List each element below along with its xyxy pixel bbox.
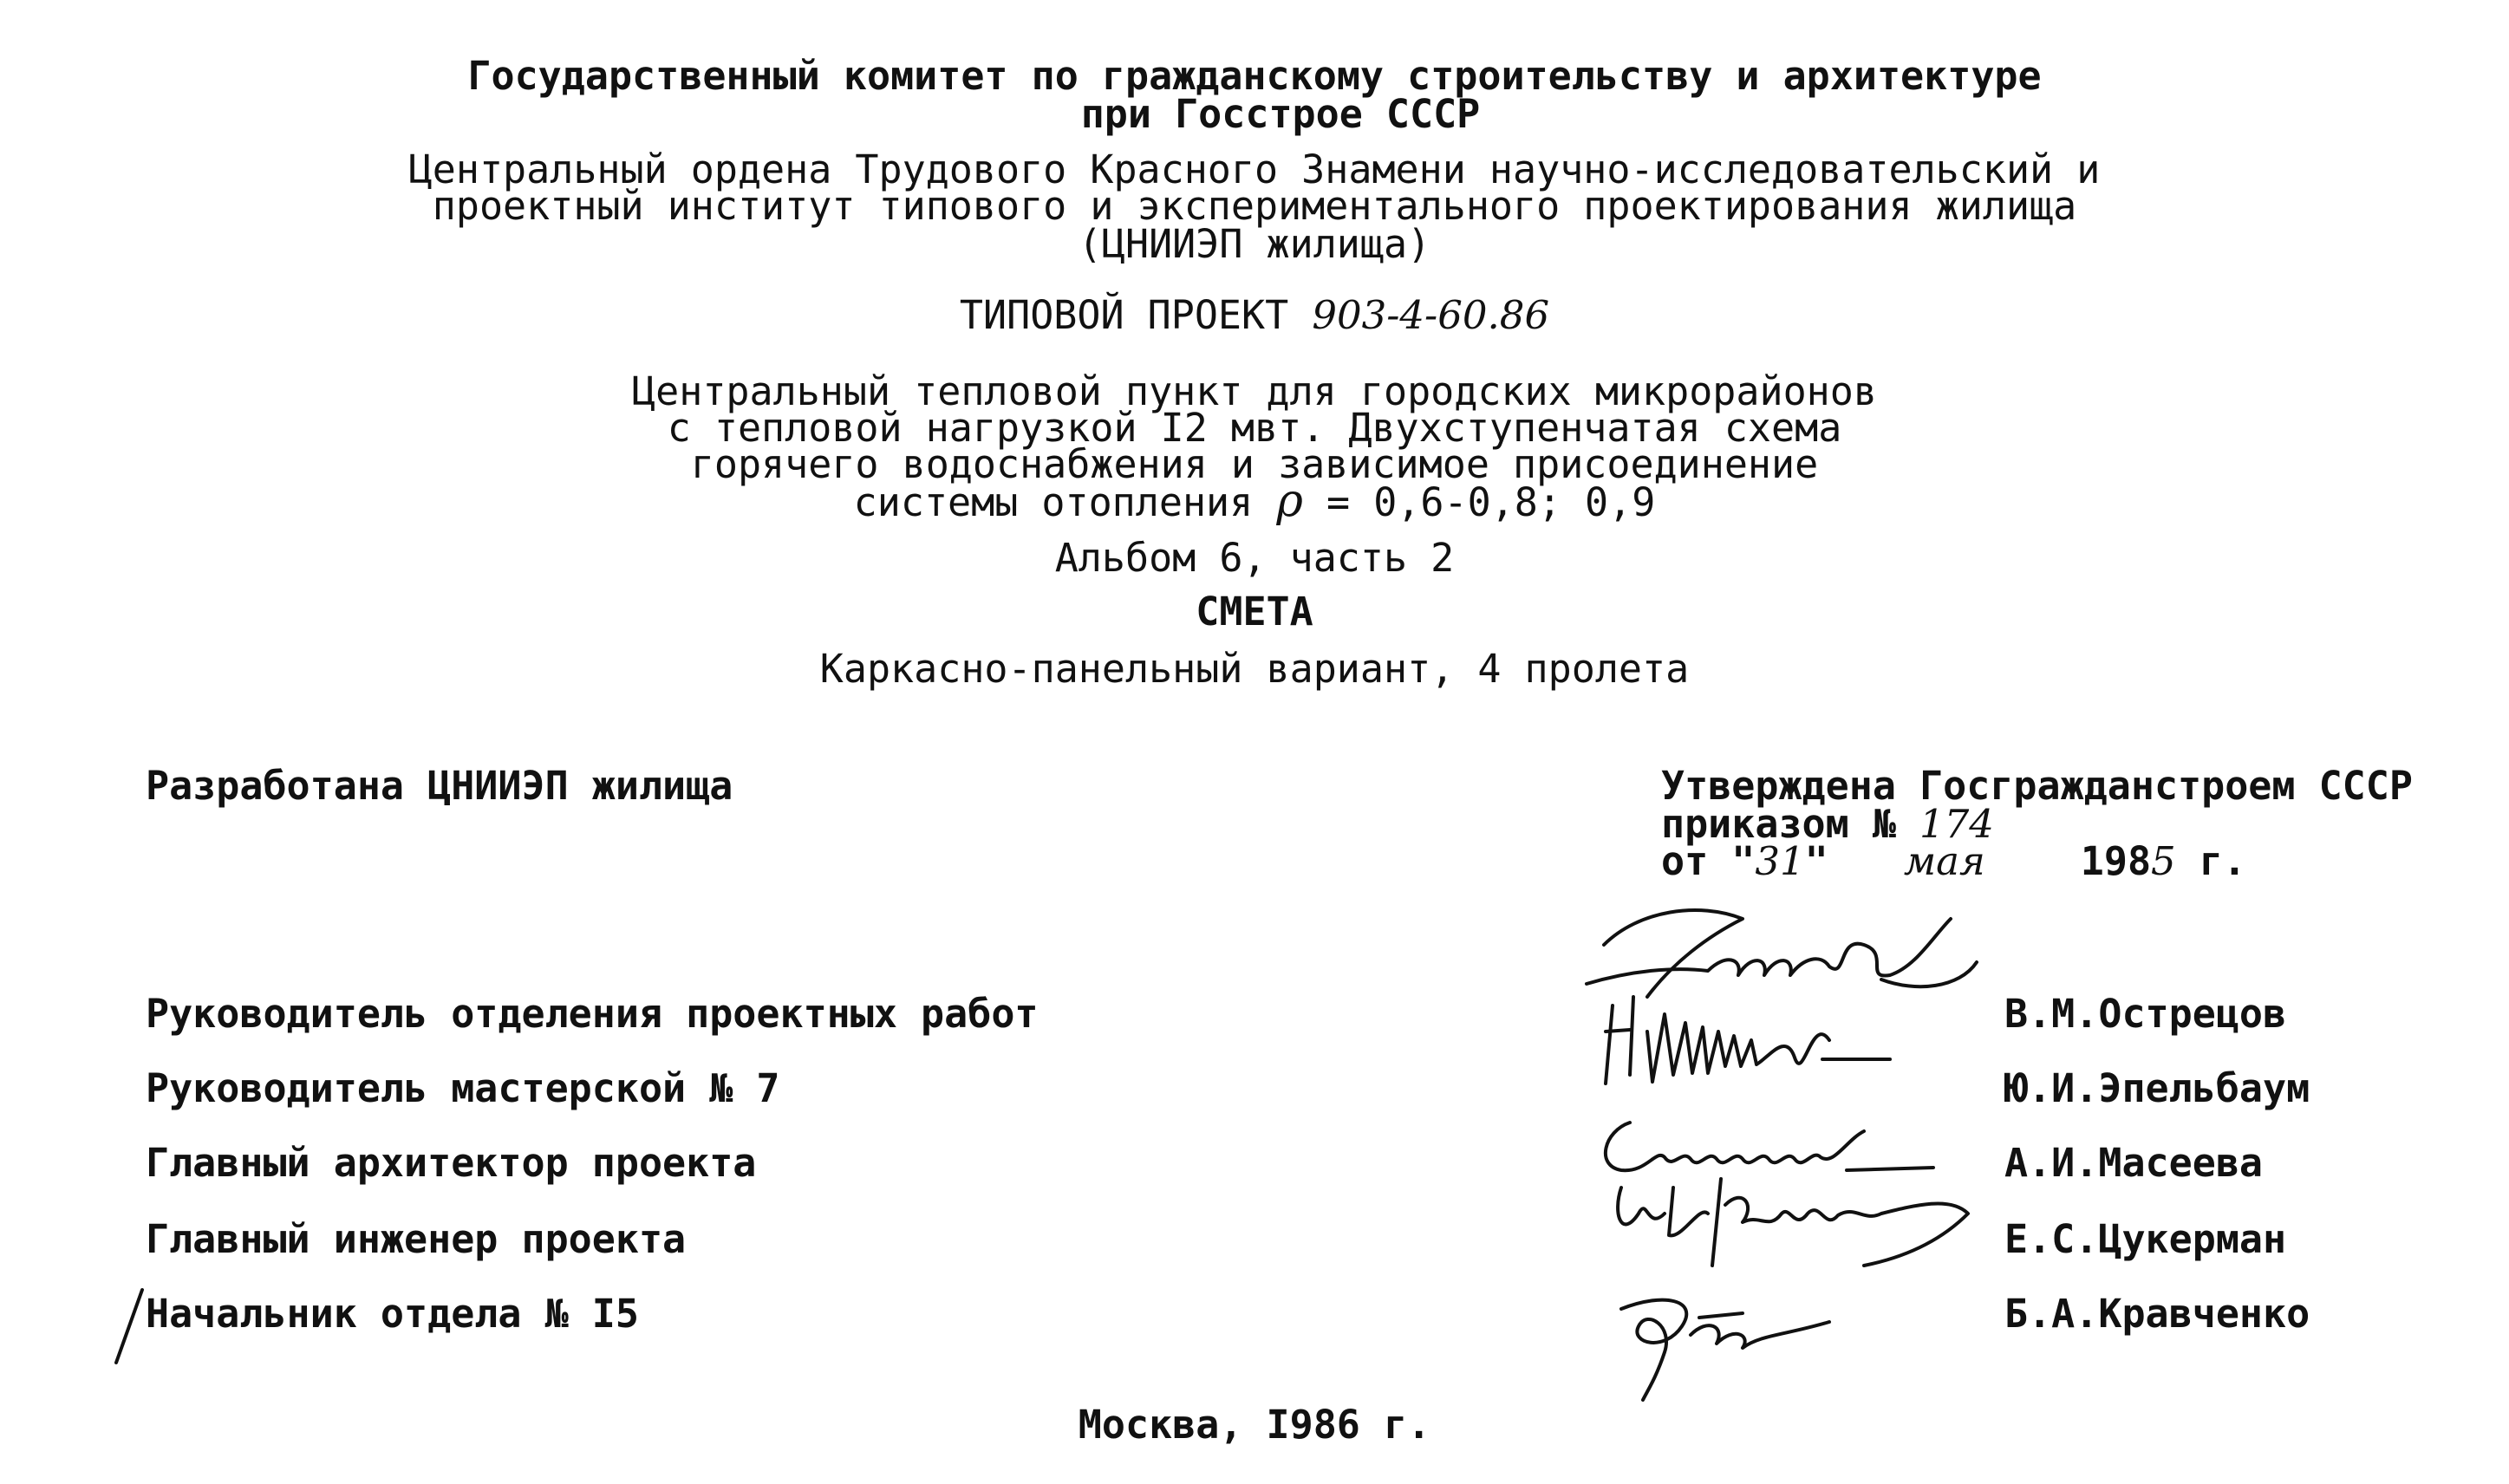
approval-year-hand: 5 [2151,838,2176,884]
description-line-1: Центральный тепловой пункт для городских микрорайонов [632,368,1877,414]
staff-role-5: Начальник отдела № I5 [146,1291,639,1337]
approval-date-prefix: от " [1661,838,1756,884]
signature-epelbaum [1595,980,1916,1092]
rho-symbol: ρ [1276,475,1303,527]
approval-year-printed: 198 [2080,838,2152,884]
committee-line-1: Государственный комитет по гражданскому строительству и архитектуре [467,53,2042,99]
project-number: 903-4-60.86 [1312,292,1550,338]
description-line-4-suffix: = 0,6-0,8; 0,9 [1302,479,1656,525]
staff-name-5: Б.А.Кравченко [2004,1291,2310,1337]
institute-line-1: Центральный ордена Трудового Красного Знамени научно-исследовательский и [408,146,2101,192]
staff-role-4: Главный инженер проекта [146,1216,687,1262]
approval-month: мая [1903,838,1985,884]
footer-city-year: Москва, I986 г. [1078,1402,1431,1448]
approval-year-suffix: г. [2175,838,2246,884]
description-line-4 [0,475,2509,527]
signature-kravchenko [1613,1274,1855,1404]
project-title [0,292,2509,338]
approval-date-mid: " [1804,838,1852,884]
doc-type: СМЕТА [1196,589,1313,635]
staff-role-1: Руководитель отделения проектных работ [146,991,1039,1037]
description-line-2: с тепловой нагрузкой I2 мвт. Двухступенчатая схема [667,405,1842,451]
committee-line-2: при Госстрое СССР [1080,91,1481,137]
institute-line-2: проектный институт типового и экспериментального проектирования жилища [432,183,2077,229]
staff-role-2: Руководитель мастерской № 7 [146,1065,780,1111]
approval-day: 31 [1755,838,1805,884]
signature-tsukerman [1604,1153,1985,1274]
project-label: ТИПОВОЙ ПРОЕКТ [959,292,1313,338]
staff-role-3: Главный архитектор проекта [146,1140,757,1186]
developed-by: Разработана ЦНИИЭП жилища [146,763,733,809]
approval-line-3 [1661,838,2246,884]
approval-line-1: Утверждена Госгражданстроем СССР [1661,763,2413,809]
staff-name-2: Ю.И.Эпельбаум [2004,1065,2310,1111]
album-label: Альбом 6, часть 2 [1054,535,1455,581]
description-line-4-prefix: системы отопления [853,479,1277,525]
approval-order-number: 174 [1919,801,1994,847]
approval-order-prefix: приказом № [1661,801,1920,847]
staff-name-1: В.М.Острецов [2004,991,2287,1037]
description-line-3: горячего водоснабжения и зависимое присоединение [690,441,1819,487]
staff-name-3: А.И.Масеева [2004,1140,2264,1186]
margin-slash-mark [104,1283,156,1370]
staff-name-4: Е.С.Цукерман [2004,1216,2287,1262]
variant-label: Каркасно-панельный вариант, 4 пролета [819,646,1690,692]
institute-line-3: (ЦНИИЭП жилища) [1078,221,1431,267]
